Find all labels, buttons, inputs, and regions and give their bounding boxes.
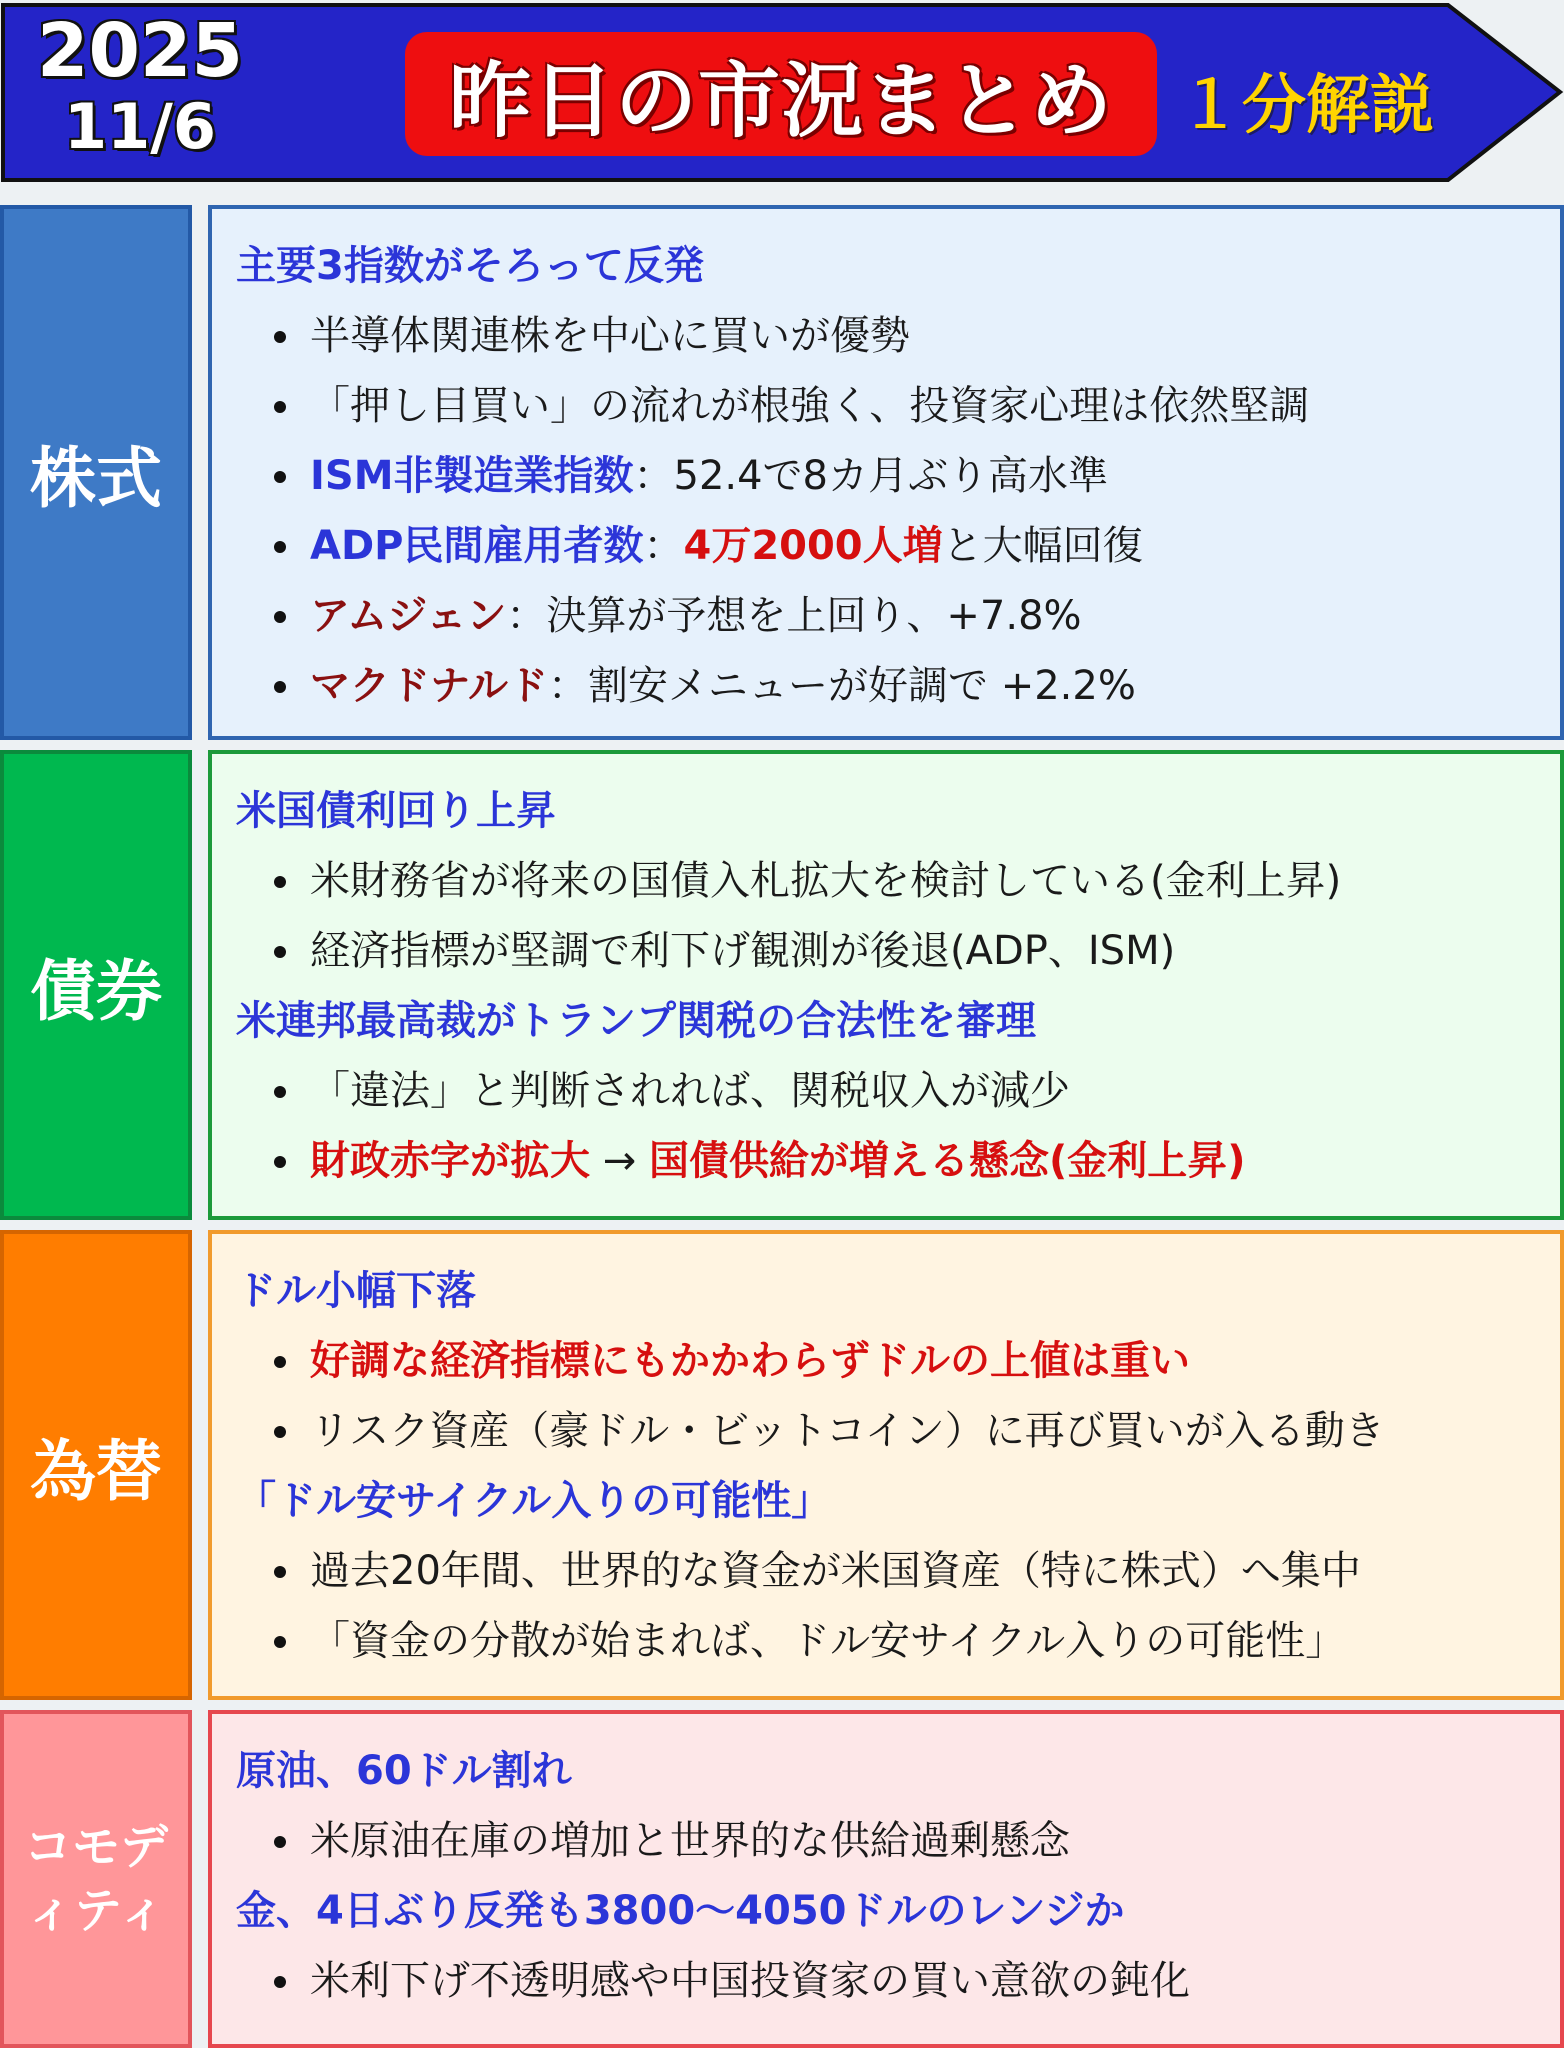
list-item: 半導体関連株を中心に買いが優勢 xyxy=(236,301,1560,371)
list-item: ISM非製造業指数：52.4で8カ月ぶり高水準 xyxy=(236,441,1560,511)
bullet-dot xyxy=(274,1976,286,1988)
bullet-dot xyxy=(274,611,286,623)
section-label-line: ィティ xyxy=(25,1883,167,1939)
list-item: 好調な経済指標にもかかわらずドルの上値は重い xyxy=(236,1326,1560,1396)
section-content-stocks xyxy=(208,205,1564,740)
header-banner xyxy=(0,0,1564,185)
list-item: 米原油在庫の増加と世界的な供給過剰懸念 xyxy=(236,1806,1560,1876)
list-item: 「違法」と判断されれば、関税収入が減少 xyxy=(236,1056,1560,1126)
bullet-dot xyxy=(274,1636,286,1648)
bullet-dot xyxy=(274,1566,286,1578)
section-label-bonds: 債券 xyxy=(0,750,192,1220)
section-heading: 原油、60ドル割れ xyxy=(236,1748,572,1794)
date-year: 2025 xyxy=(37,8,243,94)
company-name: マクドナルド xyxy=(310,663,548,709)
section-stocks xyxy=(0,205,1564,740)
list-item: リスク資産（豪ドル・ビットコイン）に再び買いが入る動き xyxy=(236,1396,1560,1466)
section-content-fx xyxy=(208,1230,1564,1700)
section-label-line: コモデ xyxy=(23,1819,168,1875)
section-commodities xyxy=(0,1710,1564,2048)
list-item: マクドナルド：割安メニューが好調で +2.2% xyxy=(236,651,1560,721)
highlight-text: 国債供給が増える懸念(金利上昇) xyxy=(648,1138,1246,1184)
bullet-dot xyxy=(274,681,286,693)
section-heading: 主要3指数がそろって反発 xyxy=(236,243,704,289)
list-item: 経済指標が堅調で利下げ観測が後退(ADP、ISM) xyxy=(236,916,1560,986)
arrow-icon: → xyxy=(590,1138,649,1184)
section-label-fx: 為替 xyxy=(0,1230,192,1700)
page-subtitle: １分解説 xyxy=(1178,69,1434,143)
bullet-dot xyxy=(274,541,286,553)
bullet-dot xyxy=(274,1836,286,1848)
list-item: 「押し目買い」の流れが根強く、投資家心理は依然堅調 xyxy=(236,371,1560,441)
page-title: 昨日の市況まとめ xyxy=(448,53,1113,149)
section-bonds xyxy=(0,750,1564,1220)
list-item: 米利下げ不透明感や中国投資家の買い意欲の鈍化 xyxy=(236,1946,1560,2016)
title-box xyxy=(405,32,1157,156)
section-heading: 金、4日ぶり反発も3800〜4050ドルのレンジか xyxy=(236,1888,1125,1934)
highlight-value: 4万2000人増 xyxy=(683,523,943,569)
list-item: 「資金の分散が始まれば、ドル安サイクル入りの可能性」 xyxy=(236,1606,1560,1676)
date-month-day: 11/6 xyxy=(63,90,217,163)
section-heading: ドル小幅下落 xyxy=(236,1268,476,1314)
section-fx xyxy=(0,1230,1564,1700)
bullet-dot xyxy=(274,1156,286,1168)
list-item: 米財務省が将来の国債入札拡大を検討している(金利上昇) xyxy=(236,846,1560,916)
bullet-dot xyxy=(274,1426,286,1438)
list-item: 過去20年間、世界的な資金が米国資産（特に株式）へ集中 xyxy=(236,1536,1560,1606)
list-item: アムジェン：決算が予想を上回り、+7.8% xyxy=(236,581,1560,651)
bullet-dot xyxy=(274,401,286,413)
bullet-dot xyxy=(274,1086,286,1098)
bullet-dot xyxy=(274,331,286,343)
section-heading: 米連邦最高裁がトランプ関税の合法性を審理 xyxy=(236,998,1036,1044)
section-label-commodities xyxy=(0,1710,192,2048)
bullet-dot xyxy=(274,1356,286,1368)
company-name: アムジェン xyxy=(310,593,507,639)
highlight-text: 財政赤字が拡大 xyxy=(310,1138,590,1184)
key-term: ADP民間雇用者数 xyxy=(310,523,644,569)
section-content-commodities xyxy=(208,1710,1564,2048)
bullet-dot xyxy=(274,946,286,958)
section-label-stocks: 株式 xyxy=(0,205,192,740)
section-content-bonds xyxy=(208,750,1564,1220)
section-heading: 米国債利回り上昇 xyxy=(236,788,556,834)
list-item xyxy=(236,1126,1560,1196)
list-item: ADP民間雇用者数：4万2000人増と大幅回復 xyxy=(236,511,1560,581)
section-heading: 「ドル安サイクル入りの可能性」 xyxy=(236,1478,832,1524)
bullet-dot xyxy=(274,876,286,888)
date-block xyxy=(20,10,260,162)
bullet-dot xyxy=(274,471,286,483)
key-term: ISM非製造業指数 xyxy=(310,453,634,499)
